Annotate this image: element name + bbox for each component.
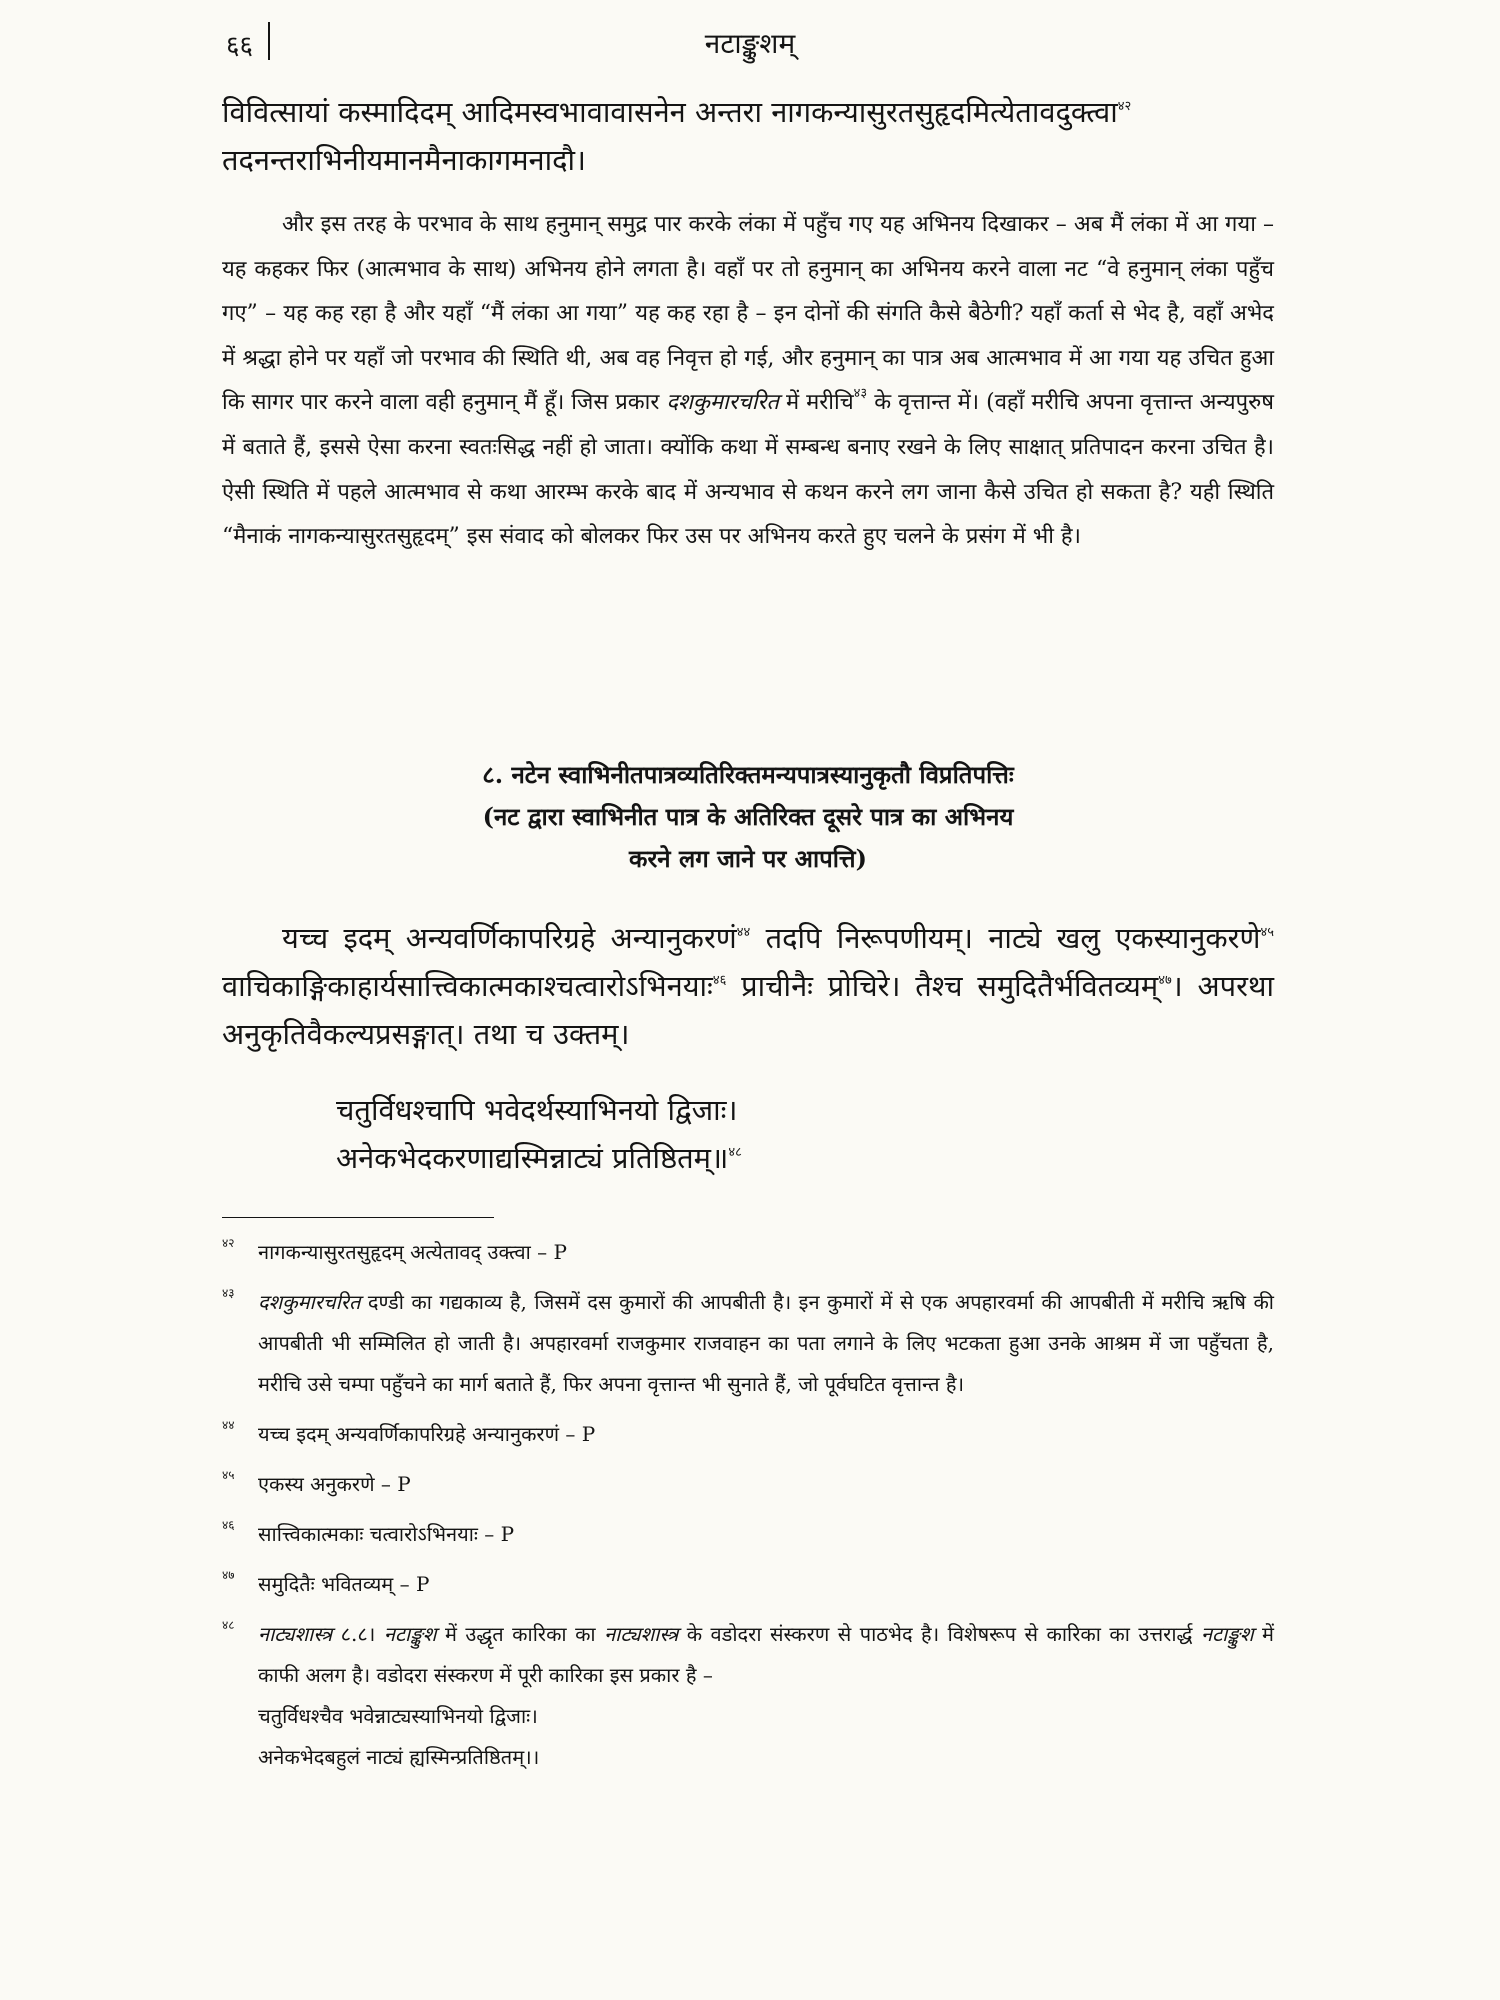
- footnote-ref-43[interactable]: ४३: [853, 386, 868, 402]
- footnote-mark: ४६: [222, 1518, 235, 1532]
- footnote-mark: ४२: [222, 1236, 235, 1250]
- section-heading-sanskrit: ८. नटेन स्वाभिनीतपात्रव्यतिरिक्तमन्यपात्रस्यानुकृतौ विप्रतिपत्तिः: [482, 760, 1014, 789]
- footnote-text: एकस्य अनुकरणे – P: [258, 1472, 411, 1496]
- footnote-ref-48[interactable]: ४८: [728, 1145, 742, 1160]
- intro-line-2: तदनन्तराभिनीयमानमैनाकागमनादौ।: [222, 143, 587, 177]
- footnote-mark: ४८: [222, 1618, 235, 1632]
- footnote-46: [222, 1514, 1274, 1555]
- footnote-ref-47[interactable]: ४७: [1158, 973, 1172, 988]
- running-title: नटाङ्कुशम्: [704, 27, 796, 60]
- hindi-paragraph: और इस तरह के परभाव के साथ हनुमान् समुद्र पार करके लंका में पहुँच गए यह अभिनय दिखाकर – अब मैं लंका में आ गया – यह कहकर फिर (आत्मभाव के साथ) अभिनय होने लगता है। वहाँ पर तो हनुमान् का अभिनय करने वाला नट “वे हनुमान् लंका पहुँच गए” – यह कह रहा है और यहाँ “मैं लंका आ गया” यह कह रहा है – इन दोनों की संगति कैसे बैठेगी? यहाँ कर्ता से भेद है, वहाँ अभेद में श्रद्धा होने पर यहाँ जो परभाव की स्थिति थी, अब वह निवृत्त हो गई, और हनुमान् का पात्र अब आत्मभाव में आ गया यह उचित हुआ कि सागर पार करने वाला वही हनुमान् मैं हूँ। जिस प्रकार दशकुमारचरित में मरीचि$^{४३}$ के वृत्तान्त में। (वहाँ मरीचि अपना वृत्तान्त अन्यपुरुष में बताते हैं, इससे ऐसा करना स्वतःसिद्ध नहीं हो जाता। क्योंकि कथा में सम्बन्ध बनाए रखने के लिए साक्षात् प्रतिपादन करना उचित है। ऐसी स्थिति में पहले आत्मभाव से कथा आरम्भ करके बाद में अन्यभाव से कथन करने लग जाना कैसे उचित हो सकता है? यही स्थिति “मैनाकं नागकन्यासुरतसुहृदम्” इस संवाद को बोलकर फिर उस पर अभिनय करते हुए चलने के प्रसंग में भी है।: [222, 212, 1274, 550]
- footnote-ref-45[interactable]: ४५: [1260, 925, 1274, 940]
- footnote-verse-line-1: चतुर्विधश्चैव भवेन्नाट्यस्याभिनयो द्विजाः।: [258, 1704, 538, 1728]
- footnote-text: नागकन्यासुरतसुहृदम् अत्येतावद् उक्त्वा – P: [258, 1240, 567, 1264]
- footnote-45: [222, 1464, 1274, 1505]
- verse-quote: [336, 1086, 742, 1182]
- footnote-44: [222, 1414, 1274, 1455]
- footnote-42: [222, 1232, 1274, 1273]
- footnote-43: [222, 1282, 1274, 1405]
- footnote-48: [222, 1614, 1274, 1778]
- page-header: [0, 22, 1500, 62]
- section-heading-hindi-1: (नट द्वारा स्वाभिनीत पात्र के अतिरिक्त दूसरे पात्र का अभिनय: [482, 802, 1014, 831]
- page-number: ६६: [226, 31, 254, 61]
- sanskrit-paragraph: यच्च इदम् अन्यवर्णिकापरिग्रहे अन्यानुकरणं$^{४४}$ तदपि निरूपणीयम्। नाट्ये खलु एकस्यानुकरणे$^{४५}$ वाचिकाङ्गिकाहार्यसात्त्विकात्मकाश्चत्वारोऽभिनयाः$^{४६}$ प्राचीनैः प्रोचिरे। तैश्च समुदितैर्भवितव्यम्$^{४७}$। अपरथा अनुकृतिवैकल्यप्रसङ्गात्। तथा च उक्तम्।: [222, 921, 1274, 1051]
- footnote-text: सात्त्विकात्मकाः चत्वारोऽभिनयाः – P: [258, 1522, 515, 1546]
- footnote-mark: ४३: [222, 1286, 235, 1300]
- footnote-ref-46[interactable]: ४६: [712, 973, 727, 988]
- verse-line-2: अनेकभेदकरणाद्यस्मिन्नाट्यं प्रतिष्ठितम्॥$^{४८}$: [336, 1141, 742, 1175]
- section-heading: [222, 754, 1274, 880]
- footnote-text: यच्च इदम् अन्यवर्णिकापरिग्रहे अन्यानुकरणं – P: [258, 1422, 596, 1446]
- footnote-47: [222, 1564, 1274, 1605]
- footnote-text: दशकुमारचरित दण्डी का गद्यकाव्य है, जिसमें दस कुमारों की आपबीती है। इन कुमारों में से एक अपहारवर्मा की आपबीती में मरीचि ऋषि की आपबीती भी सम्मिलित हो जाती है। अपहारवर्मा राजकुमार राजवाहन का पता लगाने के लिए भटकता हुआ उनके आश्रम में जा पहुँचता है, मरीचि उसे चम्पा पहुँचने का मार्ग बताते हैं, फिर अपना वृत्तान्त भी सुनाते हैं, जो पूर्वघटित वृत्तान्त है।: [258, 1290, 1274, 1396]
- footnote-text: समुदितैः भवितव्यम् – P: [258, 1572, 430, 1596]
- footnote-verse-line-2: अनेकभेदबहुलं नाट्यं ह्यस्मिन्प्रतिष्ठितम्।।: [258, 1745, 540, 1769]
- book-title: दशकुमारचरित: [666, 390, 779, 416]
- footnote-ref-42[interactable]: ४२: [1117, 99, 1132, 114]
- footnote-ref-44[interactable]: ४४: [736, 925, 751, 940]
- footnote-separator: [222, 1217, 494, 1218]
- footnote-mark: ४४: [222, 1418, 235, 1432]
- intro-line-1: विवित्सायां कस्मादिदम् आदिमस्वभावावासनेन अन्तरा नागकन्यासुरतसुहृदमित्येतावदुक्त्वा$^{४२}$: [222, 95, 1132, 129]
- footnotes: [222, 1232, 1274, 1787]
- footnote-mark: ४५: [222, 1468, 235, 1482]
- footnote-mark: ४७: [222, 1568, 235, 1582]
- footnote-text: नाट्यशास्त्र ८.८। नटाङ्कुश में उद्धृत कारिका का नाट्यशास्त्र के वडोदरा संस्करण से पाठभेद है। विशेषरूप से कारिका का उत्तरार्द्ध नटाङ्कुश में काफी अलग है। वडोदरा संस्करण में पूरी कारिका इस प्रकार है – चतुर्विधश्चैव भवेन्नाट्यस्याभिनयो द्विजाः। अनेकभेदबहुलं नाट्यं ह्यस्मिन्प्रतिष्ठितम्।।: [258, 1614, 1274, 1778]
- intro-sanskrit: [222, 88, 1274, 184]
- verse-line-1: चतुर्विधश्चापि भवेदर्थस्याभिनयो द्विजाः।: [336, 1093, 738, 1127]
- section-heading-hindi-2: करने लग जाने पर आपत्ति): [629, 844, 867, 873]
